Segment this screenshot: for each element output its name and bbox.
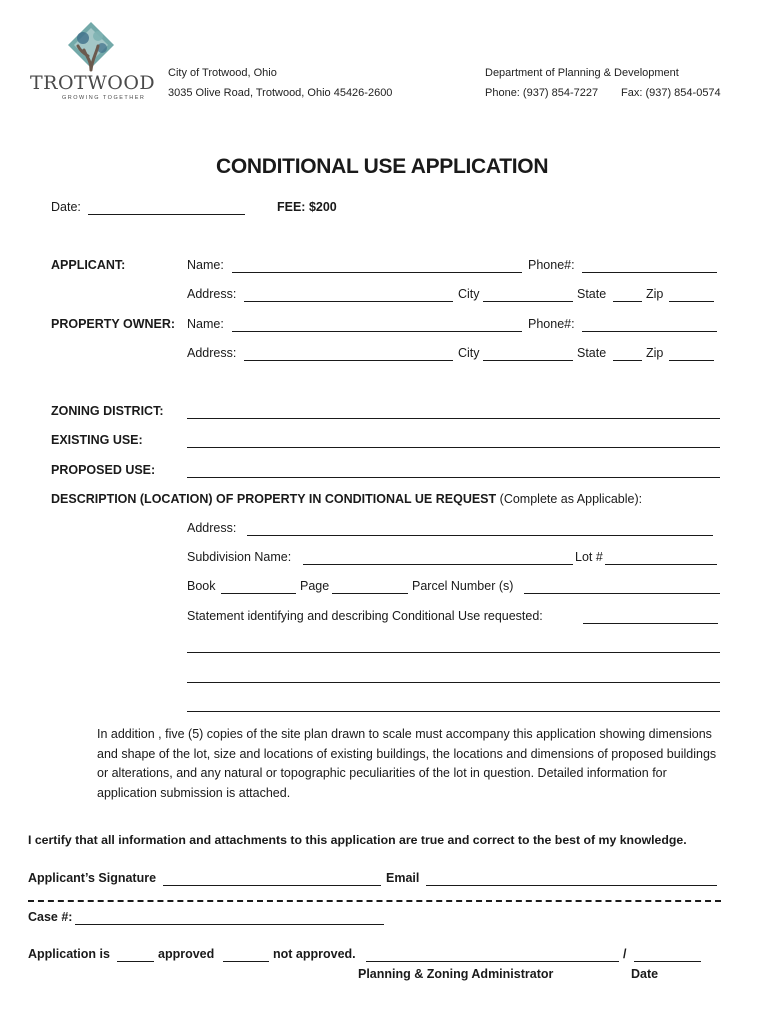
- existing-use-field[interactable]: [187, 447, 720, 448]
- fee-label: FEE: $200: [277, 200, 337, 214]
- parcel-label: Parcel Number (s): [412, 579, 514, 593]
- owner-address-field[interactable]: [244, 360, 453, 361]
- applicant-phone-label: Phone#:: [528, 258, 575, 272]
- proposed-use-field[interactable]: [187, 477, 720, 478]
- header-address: 3035 Olive Road, Trotwood, Ohio 45426-2600: [168, 87, 393, 99]
- book-label: Book: [187, 579, 216, 593]
- applicant-state-label: State: [577, 287, 607, 301]
- owner-zip-field[interactable]: [669, 360, 714, 361]
- header-phone: Phone: (937) 854-7227: [485, 87, 599, 99]
- applicant-address-label: Address:: [187, 287, 237, 301]
- approved-field[interactable]: [117, 961, 154, 962]
- statement-field-1[interactable]: [583, 623, 718, 624]
- case-number-label: Case #:: [28, 910, 73, 924]
- applicant-state-field[interactable]: [613, 301, 642, 302]
- page-label: Page: [300, 579, 330, 593]
- lot-label: Lot #: [575, 550, 603, 564]
- owner-name-label: Name:: [187, 317, 224, 331]
- property-owner-label: PROPERTY OWNER:: [51, 317, 176, 331]
- logo-tagline: GROWING TOGETHER: [62, 95, 146, 101]
- site-plan-paragraph: In addition , five (5) copies of the site plan drawn to scale must accompany this application showing dimensions and shape of the lot, size and locations of existing buildings, the locations and dimensions of proposed buildings or alterations, and any natural or topographic peculiarities of the lot in question. Detailed information for application submission is attached.: [97, 727, 717, 800]
- certification-statement: I certify that all information and attachments to this application are true and correct to the best of my knowledge.: [28, 833, 687, 847]
- statement-label: Statement identifying and describing Conditional Use requested:: [187, 609, 543, 623]
- applicant-phone-field[interactable]: [582, 272, 717, 273]
- applicant-name-label: Name:: [187, 258, 224, 272]
- statement-field-4[interactable]: [187, 711, 720, 712]
- owner-phone-label: Phone#:: [528, 317, 575, 331]
- header-fax: Fax: (937) 854-0574: [621, 87, 721, 99]
- applicant-label: APPLICANT:: [51, 258, 126, 272]
- owner-phone-field[interactable]: [582, 331, 717, 332]
- admin-date-label: Date: [631, 967, 659, 981]
- administrator-label: Planning & Zoning Administrator: [358, 967, 554, 981]
- subdivision-label: Subdivision Name:: [187, 550, 292, 564]
- owner-state-label: State: [577, 346, 607, 360]
- date-field[interactable]: [88, 214, 245, 215]
- description-heading-note: (Complete as Applicable):: [499, 492, 643, 506]
- owner-name-field[interactable]: [232, 331, 522, 332]
- email-label: Email: [386, 871, 420, 885]
- application-is-label: Application is: [28, 947, 110, 961]
- proposed-use-label: PROPOSED USE:: [51, 463, 156, 477]
- trotwood-logo: [28, 20, 158, 106]
- desc-address-field[interactable]: [247, 535, 713, 536]
- header-city: City of Trotwood, Ohio: [168, 67, 277, 79]
- tree-emblem-icon: [28, 20, 158, 78]
- applicant-signature-field[interactable]: [163, 885, 381, 886]
- applicant-city-field[interactable]: [483, 301, 573, 302]
- header-department: Department of Planning & Development: [485, 67, 679, 79]
- existing-use-label: EXISTING USE:: [51, 433, 143, 447]
- owner-city-label: City: [458, 346, 480, 360]
- desc-address-label: Address:: [187, 521, 237, 535]
- logo-wordmark: TROTWOOD: [30, 72, 156, 94]
- page-title: CONDITIONAL USE APPLICATION: [216, 155, 549, 178]
- approved-label: approved: [158, 947, 215, 961]
- zoning-district-field[interactable]: [187, 418, 720, 419]
- description-heading: [51, 492, 642, 506]
- applicant-name-field[interactable]: [232, 272, 522, 273]
- owner-address-label: Address:: [187, 346, 237, 360]
- parcel-field[interactable]: [524, 593, 720, 594]
- date-label: Date:: [51, 200, 81, 214]
- owner-state-field[interactable]: [613, 360, 642, 361]
- applicant-city-label: City: [458, 287, 480, 301]
- case-number-field[interactable]: [75, 924, 384, 925]
- email-field[interactable]: [426, 885, 717, 886]
- administrator-signature-field[interactable]: [366, 961, 619, 962]
- owner-city-field[interactable]: [483, 360, 573, 361]
- not-approved-label: not approved.: [273, 947, 356, 961]
- zoning-district-label: ZONING DISTRICT:: [51, 404, 164, 418]
- book-field[interactable]: [221, 593, 296, 594]
- not-approved-field[interactable]: [223, 961, 269, 962]
- lot-field[interactable]: [605, 564, 717, 565]
- applicant-address-field[interactable]: [244, 301, 453, 302]
- applicant-zip-label: Zip: [646, 287, 664, 301]
- statement-field-2[interactable]: [187, 652, 720, 653]
- applicant-zip-field[interactable]: [669, 301, 714, 302]
- applicant-signature-label: Applicant’s Signature: [28, 871, 157, 885]
- slash-separator: /: [623, 947, 627, 961]
- owner-zip-label: Zip: [646, 346, 664, 360]
- statement-field-3[interactable]: [187, 682, 720, 683]
- subdivision-field[interactable]: [303, 564, 573, 565]
- page-field[interactable]: [332, 593, 408, 594]
- admin-date-field[interactable]: [634, 961, 701, 962]
- description-heading-text: DESCRIPTION (LOCATION) OF PROPERTY IN CONDITIONAL UE REQUEST: [51, 492, 497, 506]
- section-divider: [28, 900, 721, 902]
